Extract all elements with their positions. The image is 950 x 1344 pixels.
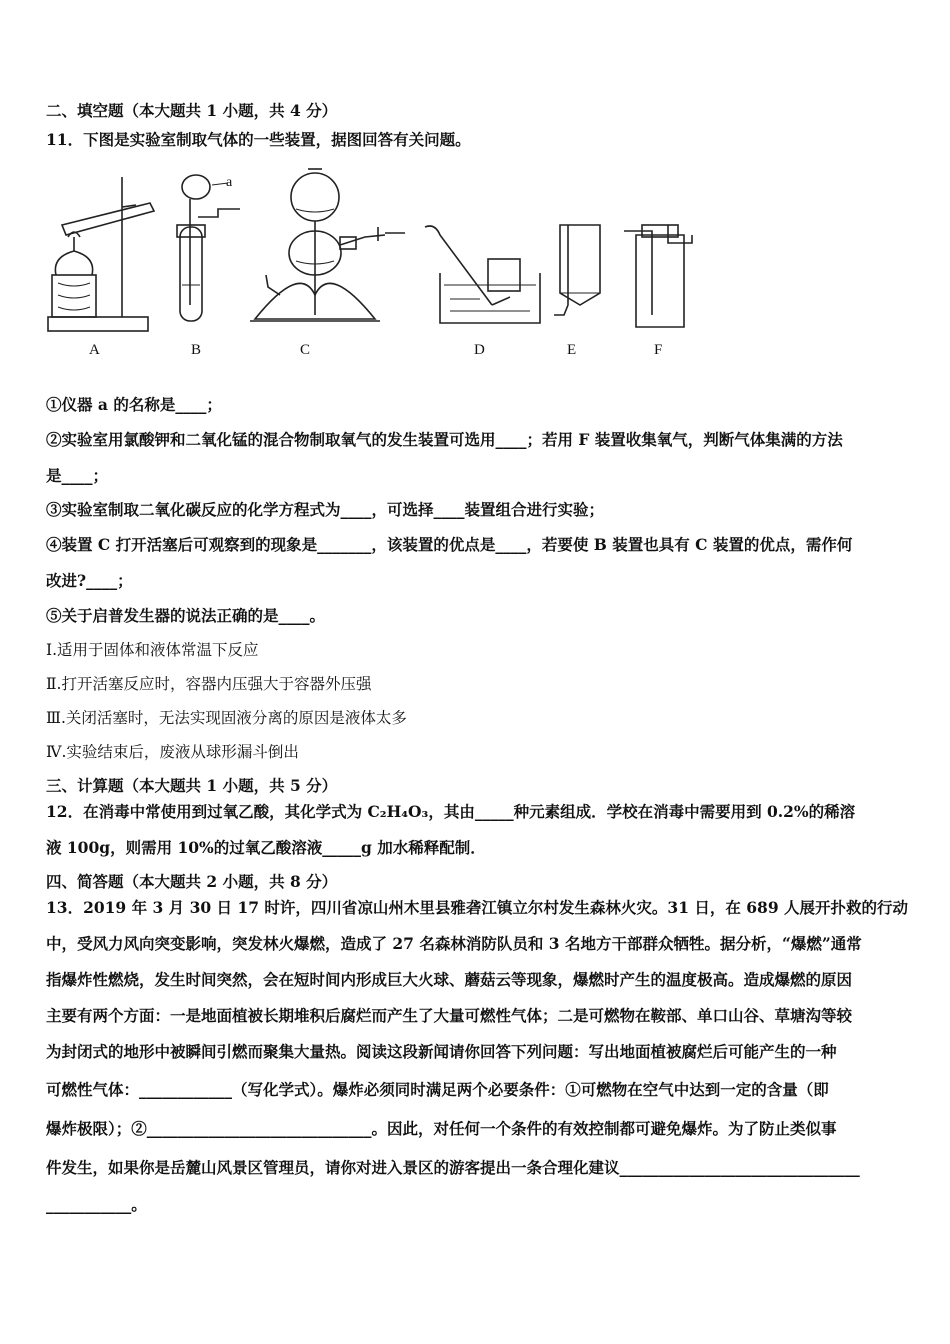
question-13-line-6: 可燃性气体：____________（写化学式）。爆炸必须同时满足两个必要条件：①可燃物在空气中达到一定的含量（即 bbox=[46, 1080, 829, 1099]
question-12-line-1: 12．在消毒中常使用到过氧乙酸，其化学式为 C₂H₄O₃，其由_____种元素组成．学校在消毒中需要用到 0.2%的稀溶 bbox=[46, 802, 856, 821]
apparatus-a-drawing bbox=[48, 177, 154, 331]
apparatus-d-drawing bbox=[425, 226, 540, 323]
question-13-line-1: 13．2019 年 3 月 30 日 17 时许，四川省凉山州木里县雅砻江镇立尔村发生森林火灾。31 日，在 689 人展开扑救的行动 bbox=[46, 898, 909, 917]
apparatus-f-drawing bbox=[624, 225, 692, 327]
instrument-a-label: a bbox=[226, 175, 233, 190]
q11-option-3: Ⅲ.关闭活塞时，无法实现固液分离的原因是液体太多 bbox=[46, 709, 407, 727]
question-13-line-9: ___________。 bbox=[46, 1195, 147, 1214]
q11-option-4: Ⅳ.实验结束后，废液从球形漏斗倒出 bbox=[46, 743, 299, 761]
q11-sub-2-cont: 是____； bbox=[46, 466, 109, 485]
q11-sub-4: ④装置 C 打开活塞后可观察到的现象是_______，该装置的优点是____，若要使 B 装置也具有 C 装置的优点，需作何 bbox=[46, 535, 853, 554]
apparatus-label-b: B bbox=[191, 342, 202, 358]
question-13-line-5: 为封闭式的地形中被瞬间引燃而聚集大量热。阅读这段新闻请你回答下列问题：写出地面植被腐烂后可能产生的一种 bbox=[46, 1042, 837, 1061]
apparatus-c-drawing bbox=[250, 169, 405, 321]
question-13-line-7: 爆炸极限）；②_____________________________。因此，对任何一个条件的有效控制都可避免爆炸。为了防止类似事 bbox=[46, 1119, 837, 1138]
q11-sub-3: ③实验室制取二氧化碳反应的化学方程式为____，可选择____装置组合进行实验； bbox=[46, 500, 605, 519]
apparatus-figure bbox=[40, 165, 700, 365]
section-4-heading: 四、简答题（本大题共 2 小题，共 8 分） bbox=[46, 872, 338, 891]
question-11-stem: 11．下图是实验室制取气体的一些装置，据图回答有关问题。 bbox=[46, 130, 471, 149]
question-13-line-8: 件发生，如果你是岳麓山风景区管理员，请你对进入景区的游客提出一条合理化建议_______________________________ bbox=[46, 1158, 860, 1177]
question-13-line-4: 主要有两个方面：一是地面植被长期堆积后腐烂而产生了大量可燃性气体；二是可燃物在鞍部、单口山谷、草塘沟等较 bbox=[46, 1006, 853, 1025]
q11-option-2: Ⅱ.打开活塞反应时，容器内压强大于容器外压强 bbox=[46, 675, 372, 693]
apparatus-label-e: E bbox=[567, 342, 577, 358]
question-13-line-3: 指爆炸性燃烧，发生时间突然，会在短时间内形成巨大火球、蘑菇云等现象，爆燃时产生的温度极高。造成爆燃的原因 bbox=[46, 970, 853, 989]
q11-sub-5: ⑤关于启普发生器的说法正确的是____。 bbox=[46, 606, 326, 625]
section-3-heading: 三、计算题（本大题共 1 小题，共 5 分） bbox=[46, 776, 338, 795]
apparatus-label-d: D bbox=[474, 342, 485, 358]
apparatus-label-f: F bbox=[654, 342, 663, 358]
apparatus-label-c: C bbox=[300, 342, 311, 358]
question-13-line-2: 中，受风力风向突变影响，突发林火爆燃，造成了 27 名森林消防队员和 3 名地方干部群众牺牲。据分析，“爆燃”通常 bbox=[46, 934, 862, 953]
q11-option-1: Ⅰ.适用于固体和液体常温下反应 bbox=[46, 641, 259, 659]
section-2-heading: 二、填空题（本大题共 1 小题，共 4 分） bbox=[46, 101, 338, 120]
apparatus-label-a: A bbox=[89, 342, 100, 358]
apparatus-b-drawing bbox=[177, 175, 240, 321]
q11-sub-2: ②实验室用氯酸钾和二氧化锰的混合物制取氧气的发生装置可选用____；若用 F 装置收集氧气，判断气体集满的方法 bbox=[46, 430, 843, 449]
q11-sub-1: ①仪器 a 的名称是____； bbox=[46, 395, 222, 414]
question-12-line-2: 液 100g，则需用 10%的过氧乙酸溶液_____g 加水稀释配制． bbox=[46, 838, 486, 857]
apparatus-e-drawing bbox=[554, 225, 600, 315]
q11-sub-4-cont: 改进?____； bbox=[46, 571, 133, 590]
